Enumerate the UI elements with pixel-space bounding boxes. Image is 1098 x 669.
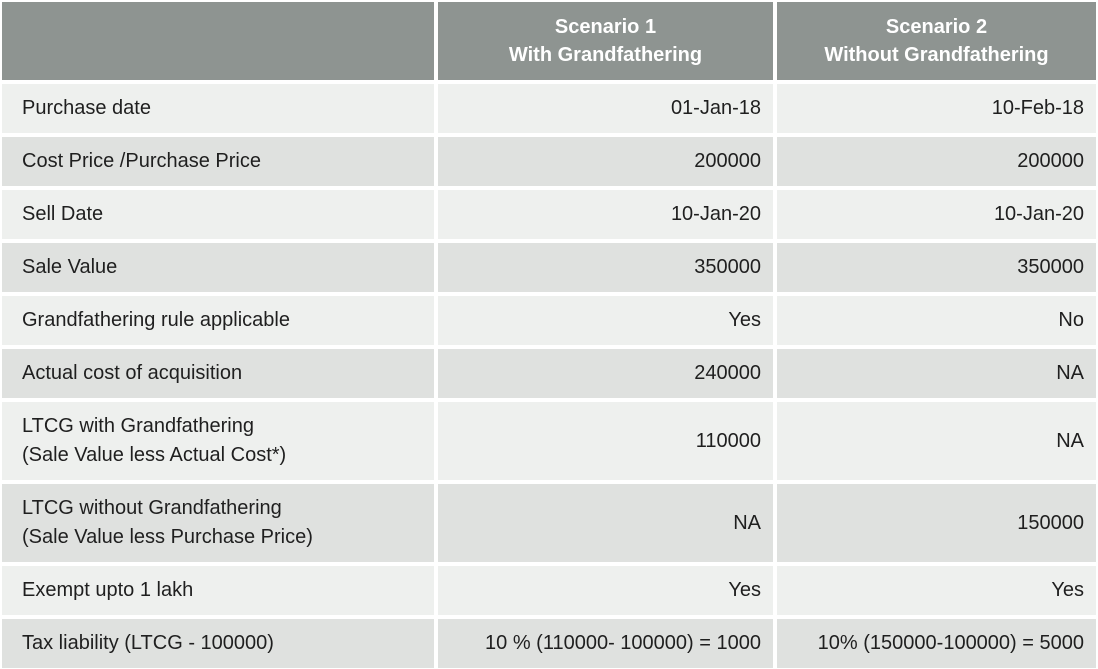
scenario-2-value: 200000	[777, 137, 1096, 186]
scenario-2-value: No	[777, 296, 1096, 345]
header-scenario-1-title: Scenario 1	[554, 16, 657, 38]
scenario-2-value: NA	[777, 402, 1096, 480]
header-scenario-1	[438, 2, 773, 80]
header-scenario-2-subtitle: Without Grandfathering	[824, 44, 1049, 66]
scenario-2-value: 10-Jan-20	[777, 190, 1096, 239]
row-label-text: LTCG with Grandfathering	[22, 415, 254, 437]
header-scenario-2	[777, 2, 1096, 80]
row-label-text: Cost Price /Purchase Price	[22, 150, 261, 172]
scenario-2-value: 10% (150000-100000) = 5000	[777, 619, 1096, 668]
header-scenario-2-title: Scenario 2	[885, 16, 988, 38]
scenario-2-value: Yes	[777, 566, 1096, 615]
scenario-1-value: Yes	[438, 566, 773, 615]
row-label	[2, 402, 434, 480]
row-label-text: Exempt upto 1 lakh	[22, 579, 194, 601]
scenario-1-value: 01-Jan-18	[438, 84, 773, 133]
scenario-2-value: 10-Feb-18	[777, 84, 1096, 133]
row-label-text: Sale Value	[22, 256, 118, 278]
scenario-2-value: NA	[777, 349, 1096, 398]
scenario-1-value: 10-Jan-20	[438, 190, 773, 239]
scenario-1-value: 10 % (110000- 100000) = 1000	[438, 619, 773, 668]
row-label	[2, 84, 434, 133]
row-label-text: Actual cost of acquisition	[22, 362, 243, 384]
scenario-1-value: 350000	[438, 243, 773, 292]
scenario-1-value: 110000	[438, 402, 773, 480]
row-label-text: Sell Date	[22, 203, 104, 225]
header-scenario-1-subtitle: With Grandfathering	[508, 44, 703, 66]
scenario-1-value: Yes	[438, 296, 773, 345]
scenario-2-value: 150000	[777, 484, 1096, 562]
scenario-1-value: 240000	[438, 349, 773, 398]
scenario-1-value: NA	[438, 484, 773, 562]
scenario-1-value: 200000	[438, 137, 773, 186]
row-label-text: Tax liability (LTCG - 100000)	[22, 632, 274, 654]
row-label-text: Purchase date	[22, 97, 151, 119]
row-label	[2, 243, 434, 292]
row-label-text: Grandfathering rule applicable	[22, 309, 290, 331]
row-label	[2, 137, 434, 186]
row-label	[2, 619, 434, 668]
scenario-2-value: 350000	[777, 243, 1096, 292]
row-label-subtext: (Sale Value less Purchase Price)	[22, 526, 313, 548]
row-label	[2, 566, 434, 615]
row-label	[2, 349, 434, 398]
header-corner-cell	[2, 2, 434, 80]
comparison-table	[2, 2, 1096, 668]
row-label-subtext: (Sale Value less Actual Cost*)	[22, 444, 287, 466]
row-label	[2, 296, 434, 345]
row-label	[2, 484, 434, 562]
row-label-text: LTCG without Grandfathering	[22, 497, 282, 519]
row-label	[2, 190, 434, 239]
